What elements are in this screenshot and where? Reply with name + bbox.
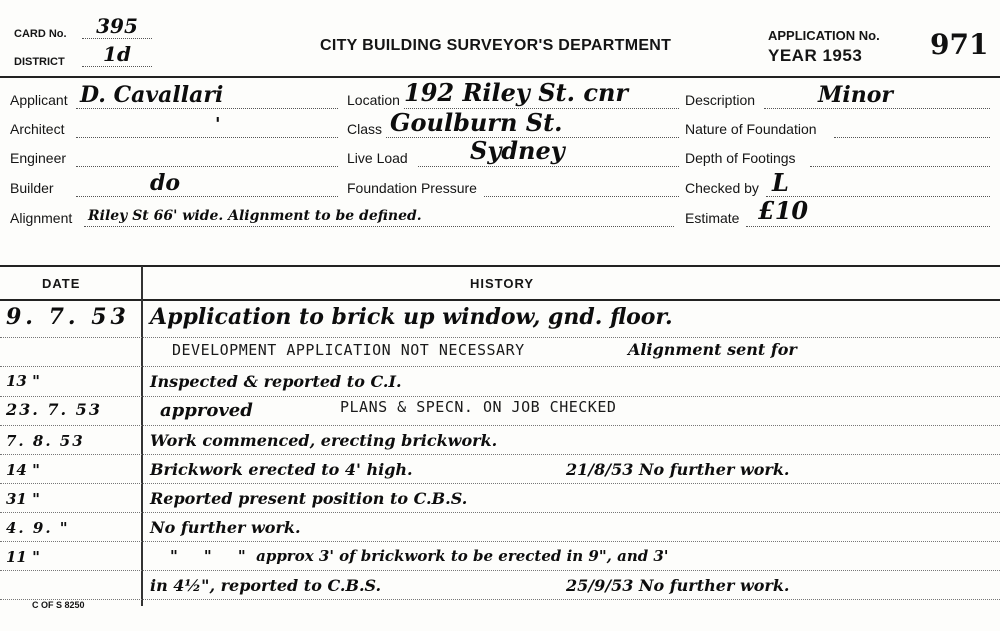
row-rule [0, 396, 1000, 397]
application-no-value: 971 [930, 28, 989, 61]
date-column-divider [141, 266, 143, 606]
foundation-pressure-label: Foundation Pressure [347, 180, 477, 196]
estimate-value: £10 [758, 196, 809, 225]
row-rule [0, 454, 1000, 455]
applicant-line [76, 108, 338, 109]
checked-by-label: Checked by [685, 180, 759, 196]
architect-line [76, 137, 338, 138]
year-label: YEAR 1953 [768, 46, 863, 65]
location-value: 192 Riley St. cnr [404, 78, 629, 107]
applicant-value: D. Cavallari [80, 82, 224, 108]
row-history: " " " approx 3' of brickwork to be erected in 9", and 3' [170, 547, 669, 565]
row-rule [0, 425, 1000, 426]
architect-value: ' [215, 114, 221, 135]
row-history: No further work. [150, 518, 301, 537]
row-date: 4. 9. " [6, 519, 70, 537]
district-label: DISTRICT [14, 56, 65, 68]
row-history: Inspected & reported to C.I. [150, 372, 402, 391]
row-history: Application to brick up window, gnd. floor. [150, 304, 673, 330]
builder-value: do [150, 170, 181, 196]
depth-of-footings-line [810, 166, 990, 167]
class-label: Class [347, 121, 383, 137]
description-value: Minor [818, 82, 893, 108]
row-history-extra: 21/8/53 No further work. [566, 460, 790, 479]
row-history: Reported present position to C.B.S. [150, 489, 468, 508]
live-load-value: Sydney [470, 136, 565, 165]
row-rule [0, 541, 1000, 542]
row-history-stamp: PLANS & SPECN. ON JOB CHECKED [340, 398, 617, 416]
alignment-value: Riley St 66' wide. Alignment to be defined. [88, 208, 422, 224]
description-label: Description [685, 92, 756, 108]
history-column-header: HISTORY [470, 276, 535, 291]
card-no-label: CARD No. [14, 28, 67, 40]
alignment-label: Alignment [10, 210, 73, 226]
row-rule [0, 337, 1000, 338]
builder-line [76, 196, 338, 197]
row-history-extra: Alignment sent for [628, 340, 797, 359]
application-no-label: APPLICATION No. [768, 28, 880, 43]
row-date: 13 " [6, 372, 40, 390]
checked-by-value: L [772, 168, 789, 197]
row-history: Brickwork erected to 4' high. [150, 460, 413, 479]
depth-of-footings-label: Depth of Footings [685, 150, 796, 166]
card-no-value: 395 [82, 14, 152, 39]
builder-label: Builder [10, 180, 54, 196]
row-history-extra: 25/9/53 No further work. [566, 576, 790, 595]
department-title: CITY BUILDING SURVEYOR'S DEPARTMENT [320, 37, 672, 54]
row-rule [0, 599, 1000, 600]
live-load-line [418, 166, 679, 167]
live-load-label: Live Load [347, 150, 408, 166]
description-line [764, 108, 990, 109]
table-header-rule [0, 299, 1000, 301]
district-value: 1d [82, 42, 152, 67]
row-date: 9. 7. 53 [6, 304, 130, 330]
row-date: 11 " [6, 548, 40, 566]
row-history: approved [160, 400, 253, 421]
location-label: Location [347, 92, 400, 108]
date-column-header: DATE [42, 276, 81, 291]
estimate-line [746, 226, 990, 227]
applicant-label: Applicant [10, 92, 68, 108]
table-top-rule [0, 265, 1000, 267]
engineer-label: Engineer [10, 150, 67, 166]
row-rule [0, 512, 1000, 513]
estimate-label: Estimate [685, 210, 740, 226]
nature-of-foundation-label: Nature of Foundation [685, 121, 817, 137]
row-rule [0, 483, 1000, 484]
row-date: 14 " [6, 461, 40, 479]
nature-of-foundation-line [834, 137, 990, 138]
architect-label: Architect [10, 121, 65, 137]
row-history-stamp: DEVELOPMENT APPLICATION NOT NECESSARY [172, 341, 525, 359]
alignment-line [84, 226, 674, 227]
foundation-pressure-line [484, 196, 679, 197]
row-rule [0, 366, 1000, 367]
row-history: in 4½", reported to C.B.S. [150, 576, 382, 595]
row-date: 7. 8. 53 [6, 432, 85, 450]
row-rule [0, 570, 1000, 571]
class-value: Goulburn St. [390, 108, 563, 137]
row-date: 31 " [6, 490, 40, 508]
engineer-line [76, 166, 338, 167]
row-history: Work commenced, erecting brickwork. [150, 431, 498, 450]
form-code: C OF S 8250 [32, 600, 85, 610]
row-date: 23. 7. 53 [6, 400, 102, 419]
